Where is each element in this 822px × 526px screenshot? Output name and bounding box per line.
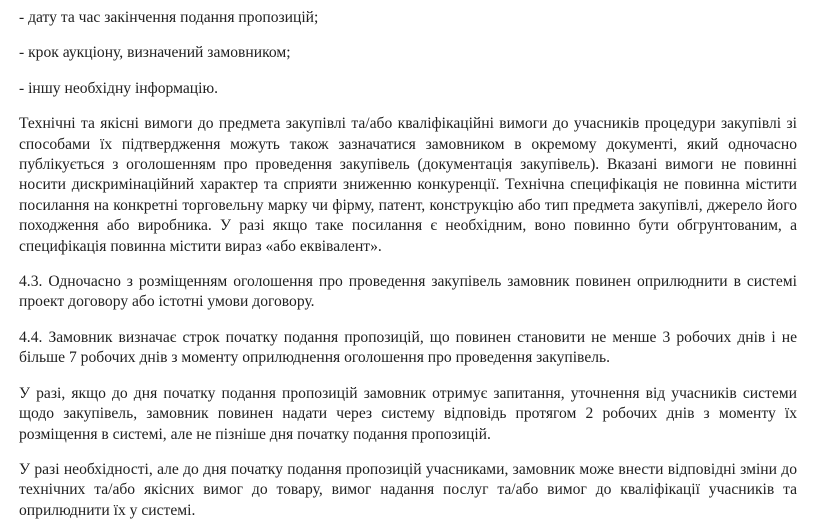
paragraph-changes: У разі необхідності, але до дня початку подання пропозицій учасниками, замовник може внести відповідні зміни до технічних та/або якісних вимог до товару, вимог надання послуг та/або вимог до кваліфікації учасників та оприлюднити їх у системі. — [19, 460, 797, 519]
document-body — [19, 8, 797, 521]
bullet-auction-step: - крок аукціону, визначений замовником; — [19, 44, 291, 62]
bullet-other-info: - іншу необхідну інформацію. — [19, 79, 219, 97]
paragraph-section-4-4: 4.4. Замовник визначає строк початку подання пропозицій, що повинен становити не менше 3 робочих днів і не більше 7 робочих днів з моменту оприлюднення оголошення про проведення закупівель. — [19, 328, 797, 367]
paragraph-section-4-3: 4.3. Одночасно з розміщенням оголошення про проведення закупівель замовник повинен оприлюднити в системі проект договору або істотні умови договору. — [19, 273, 797, 311]
bullet-deadline: - дату та час закінчення подання пропозицій; — [19, 9, 319, 26]
paragraph-questions: У разі, якщо до дня початку подання пропозицій замовник отримує запитання, уточнення від учасників системи щодо закупівель, замовник повинен надати через систему відповідь протягом 2 робочих днів з моменту їх розміщення в системі, але не пізніше дня початку подання пропозицій. — [19, 384, 797, 443]
paragraph-technical-requirements: Технічні та якісні вимоги до предмета закупівлі та/або кваліфікаційні вимоги до учасників процедури закупівлі зі способами їх підтвердження можуть також зазначатися замовником в окремому документі, який одночасно публікується з оголошенням про проведення закупівель (документація закупівель). Вказані вимоги не повинні носити дискримінаційний характер та сприяти зниженню конкуренції. Технічна специфікація не повинна містити посилання на конкретні торговельну марку чи фірму, патент, конструкцію або тип предмета закупівлі, джерело його походження або виробника. У разі якщо таке посилання є необхідним, воно повинно бути обгрунтованим, а специфікація повинна містити вираз «або еквівалент». — [19, 115, 797, 255]
